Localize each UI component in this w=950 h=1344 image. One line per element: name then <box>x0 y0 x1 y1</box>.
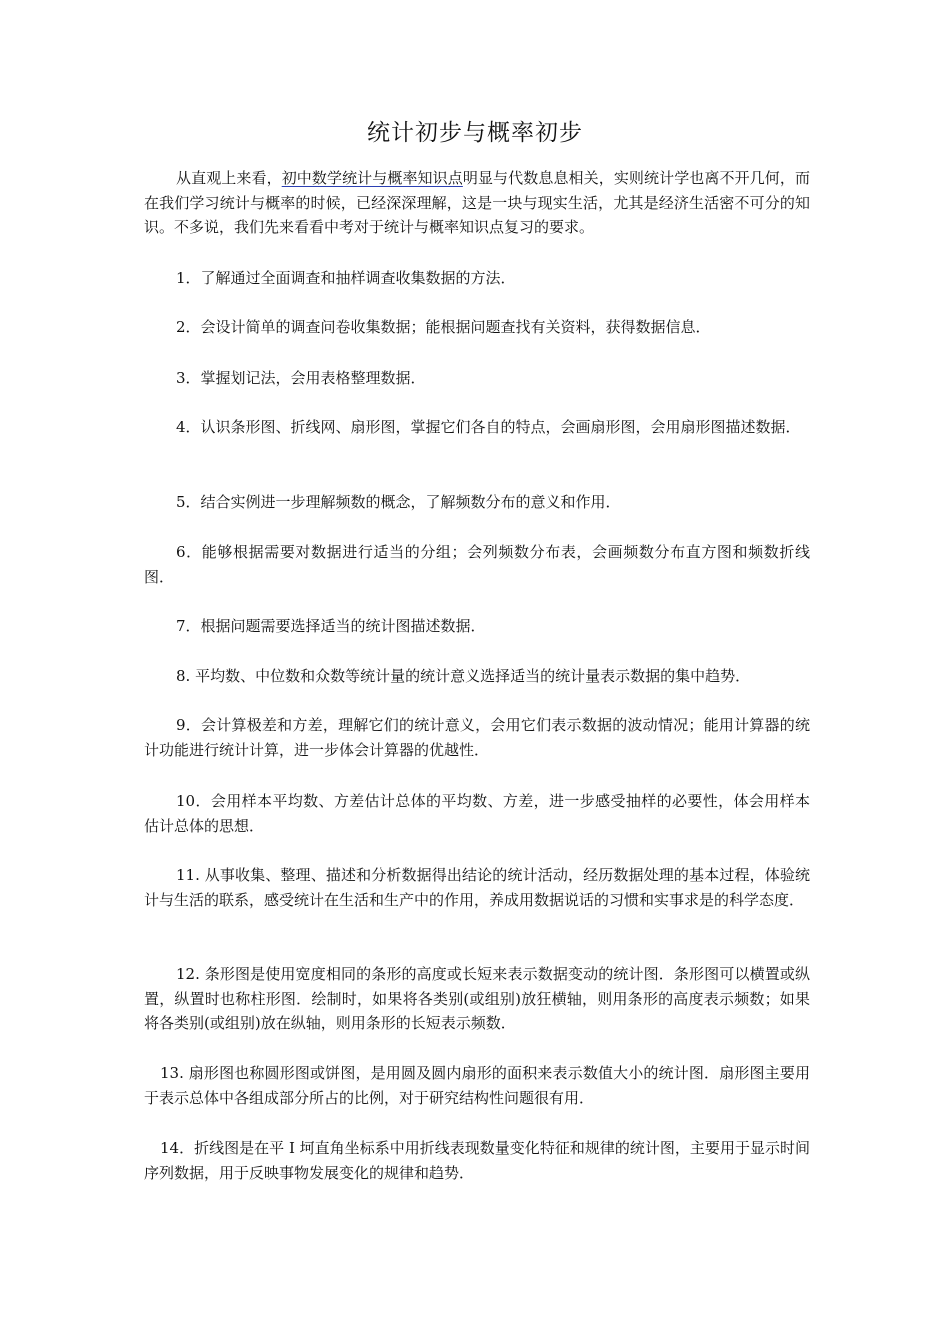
knowledge-points-link[interactable]: 初中数学统计与概率知识点 <box>281 169 463 187</box>
list-item-3: 3．掌握划记法，会用表格整理数据． <box>176 369 426 387</box>
list-item-1: 1．了解通过全面调查和抽样调查收集数据的方法． <box>176 269 516 287</box>
list-item-9: 9．会计算极差和方差，理解它们的统计意义，会用它们表示数据的波动情况；能用计算器的统计功能进行统计计算，进一步体会计算器的优越性． <box>144 716 810 759</box>
list-item-7: 7．根据问题需要选择适当的统计图描述数据． <box>176 617 486 635</box>
list-item-2: 2．会设计简单的调查问卷收集数据；能根据问题查找有关资料，获得数据信息． <box>176 318 711 336</box>
list-item-10: 10．会用样本平均数、方差估计总体的平均数、方差，进一步感受抽样的必要性，体会用样本估计总体的思想． <box>144 792 810 835</box>
intro-paragraph <box>144 166 810 240</box>
list-item-12: 12. 条形图是使用宽度相同的条形的高度或长短来表示数据变动的统计图．条形图可以横置或纵置，纵置时也称柱形图．绘制时，如果将各类别(或组别)放狂横轴，则用条形的高度表示频数；如果将各类别(或组别)放在纵轴，则用条形的长短表示频数． <box>144 965 810 1032</box>
list-item-14: 14．折线图是在平 I 坷直角坐标系中用折线表现数量变化特征和规律的统计图，主要用于显示时间序列数据，用于反映事物发展变化的规律和趋势． <box>144 1139 810 1182</box>
list-item-5: 5．结合实例进一步理解频数的概念，了解频数分布的意义和作用． <box>176 493 621 511</box>
list-item-11: 11. 从事收集、整理、描述和分析数据得出结论的统计活动，经历数据处理的基本过程，体验统计与生活的联系，感受统计在生活和生产中的作用，养成用数据说话的习惯和实事求是的科学态度． <box>144 866 810 909</box>
list-item-4: 4．认识条形图、折线网、扇形图，掌握它们各自的特点，会画扇形图，会用扇形图描述数据． <box>176 418 801 436</box>
list-item-8: 8. 平均数、中位数和众数等统计量的统计意义选择适当的统计量表示数据的集中趋势． <box>176 667 751 685</box>
list-item-13: 13. 扇形图也称圆形图或饼图，是用圆及圆内扇形的面积来表示数值大小的统计图．扇形图主要用于表示总体中各组成部分所占的比例，对于研究结构性问题很有用． <box>144 1064 810 1107</box>
intro-text-before-link: 从直观上来看， <box>176 169 282 187</box>
intro-text-after-link: 明显与代数息息相关，实则统计学也离不开几何，而在我们学习统计与概率的时候，已经深深理解，这是一块与现实生活，尤其是经济生活密不可分的知识。不多说，我们先来看看中考对于统计与概率知识点复习的要求。 <box>144 169 810 236</box>
list-item-6: 6．能够根据需要对数据进行适当的分组；会列频数分布表，会画频数分布直方图和频数折线图． <box>144 543 810 586</box>
document-title: 统计初步与概率初步 <box>367 120 583 146</box>
